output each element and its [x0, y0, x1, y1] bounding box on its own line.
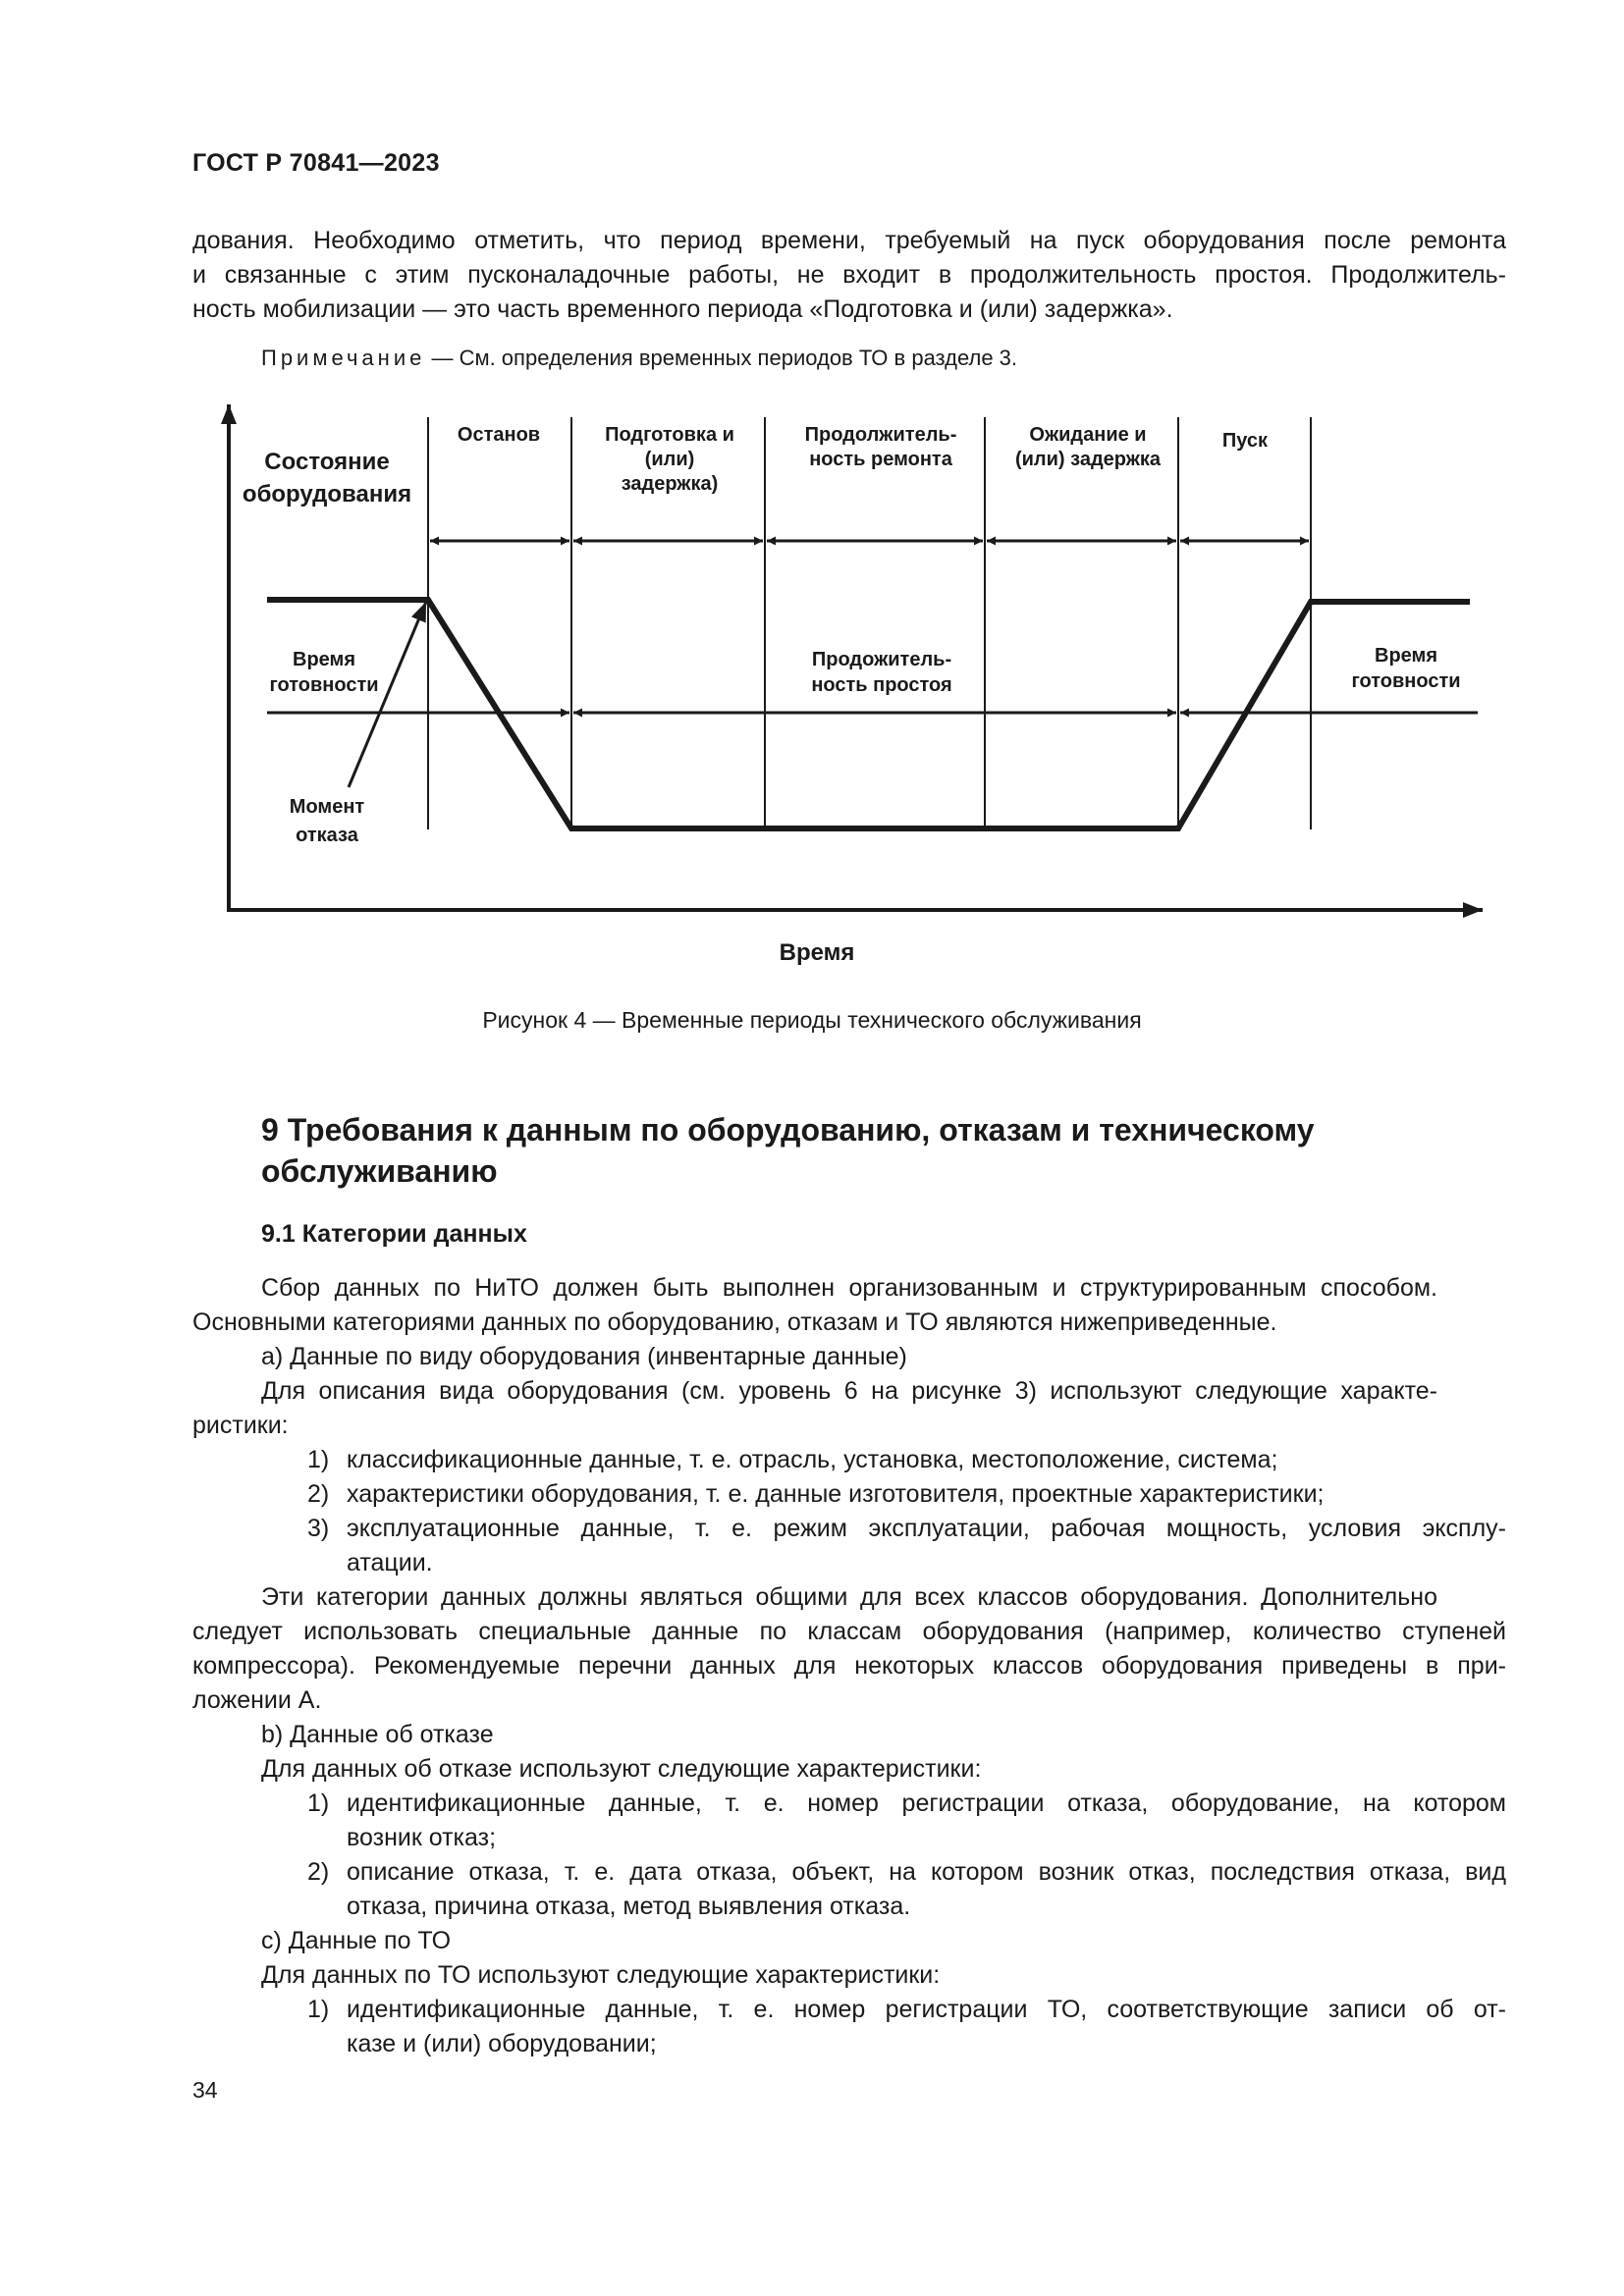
- period-label-startup: Пуск: [1221, 430, 1269, 452]
- list-item-title-text: a) Данные по виду оборудования (инвентарные данные): [261, 1343, 907, 1370]
- note-text: — См. определения временных периодов ТО в разделе 3.: [425, 346, 1018, 370]
- note-label: Примечание: [261, 346, 426, 370]
- period-label-repair: Продолжитель-: [804, 424, 957, 446]
- list-item: [307, 1512, 1506, 1580]
- list-item-title-text: c) Данные по ТО: [261, 1927, 452, 1954]
- period-label-preparation: (или): [644, 449, 695, 470]
- failure-moment-label: Момент: [289, 796, 365, 818]
- ready-time-left-label: готовности: [269, 674, 379, 696]
- list-item-text: характеристики оборудования, т. е. данные изготовителя, проектные характеристики;: [347, 1480, 1325, 1508]
- standard-number: ГОСТ Р 70841—2023: [192, 149, 440, 177]
- ready-time-left-label: Время: [293, 649, 355, 670]
- list-item-text: идентификационные данные, т. е. номер регистрации отказа, оборудование, на котором: [347, 1789, 1506, 1817]
- list-item-number: 1): [307, 1789, 330, 1817]
- paragraph: [192, 1958, 1506, 1993]
- paragraph: [192, 1374, 1506, 1409]
- list-item-number: 2): [307, 1480, 330, 1508]
- figure-caption: Рисунок 4 — Временные периоды технического обслуживания: [482, 1007, 1142, 1033]
- failure-moment-label: отказа: [296, 825, 358, 846]
- x-axis-label: Время: [779, 939, 855, 966]
- list-item-number: 1): [307, 1996, 330, 2023]
- list-item-text: отказа, причина отказа, метод выявления отказа.: [347, 1893, 911, 1920]
- intro-line: и связанные с этим пусконаладочные работы, не входит в продолжительность простоя. Продолжитель-: [192, 261, 1506, 289]
- list-item-number: 3): [307, 1515, 330, 1542]
- list-item: [307, 1993, 1506, 2061]
- ready-time-right-label: Время: [1375, 645, 1437, 667]
- paragraph: [192, 1580, 1506, 1615]
- list-item-text: эксплуатационные данные, т. е. режим эксплуатации, рабочая мощность, условия эксплу-: [347, 1515, 1506, 1542]
- period-label-waiting: Ожидание и: [1029, 424, 1147, 446]
- section-heading: [261, 1109, 1538, 1192]
- list-item-text: возник отказ;: [347, 1824, 497, 1851]
- intro-line: дования. Необходимо отметить, что период времени, требуемый на пуск оборудования после ремонта: [192, 227, 1506, 254]
- list-item-text: классификационные данные, т. е. отрасль, установка, местоположение, система;: [347, 1446, 1278, 1473]
- paragraph: [192, 1752, 1506, 1787]
- list-item-text: идентификационные данные, т. е. номер регистрации ТО, соответствующие записи об от-: [347, 1996, 1506, 2023]
- list-item-text: атации.: [347, 1549, 433, 1576]
- ready-time-right-label: готовности: [1351, 670, 1461, 692]
- list-item: [307, 1443, 1506, 1477]
- list-item: [307, 1477, 1506, 1512]
- paragraph-line: компрессора). Рекомендуемые перечни данных для некоторых классов оборудования приведены в при-: [192, 1652, 1506, 1680]
- period-label-preparation: задержка): [621, 473, 719, 495]
- y-axis-label: оборудования: [242, 481, 412, 507]
- period-label-stop: Останов: [457, 424, 541, 446]
- downtime-label: Продожитель-: [811, 649, 952, 670]
- list-item-title: [192, 1340, 1506, 1374]
- list-item-title: [192, 1718, 1506, 1752]
- y-axis-label: Состояние: [264, 449, 390, 475]
- section-heading-line: 9 Требования к данным по оборудованию, отказам и техническому: [261, 1112, 1315, 1148]
- paragraph-line: Основными категориями данных по оборудованию, отказам и ТО являются нижеприведенные.: [192, 1308, 1277, 1336]
- maintenance-periods-diagram: [0, 0, 1624, 991]
- list-item-text: казе и (или) оборудовании;: [347, 2030, 657, 2057]
- section-heading-line: обслуживанию: [261, 1153, 498, 1189]
- period-label-waiting: (или) задержка: [1014, 449, 1162, 470]
- paragraph-line: ристики:: [192, 1412, 289, 1439]
- paragraph-line: Эти категории данных должны являться общими для всех классов оборудования. Дополнительно: [261, 1583, 1437, 1611]
- intro-line: ность мобилизации — это часть временного периода «Подготовка и (или) задержка».: [192, 295, 1173, 323]
- subsection-heading: 9.1 Категории данных: [261, 1220, 527, 1248]
- paragraph-line: Для данных об отказе используют следующие характеристики:: [261, 1755, 982, 1783]
- list-item-number: 2): [307, 1858, 330, 1886]
- list-item: [307, 1787, 1506, 1855]
- list-item-title: [192, 1924, 1506, 1958]
- list-item-text: описание отказа, т. е. дата отказа, объект, на котором возник отказ, последствия отказа, вид: [347, 1858, 1506, 1886]
- list-item-title-text: b) Данные об отказе: [261, 1721, 494, 1748]
- period-label-preparation: Подготовка и: [605, 424, 734, 446]
- paragraph: [192, 1271, 1506, 1306]
- period-label-repair: ность ремонта: [809, 449, 952, 470]
- downtime-label: ность простоя: [811, 674, 952, 696]
- paragraph-line: Сбор данных по НиТО должен быть выполнен организованным и структурированным способом.: [261, 1274, 1437, 1302]
- page-number: 34: [192, 2077, 218, 2103]
- paragraph-line: Для данных по ТО используют следующие характеристики:: [261, 1961, 941, 1989]
- paragraph-line: Для описания вида оборудования (см. уровень 6 на рисунке 3) используют следующие характе-: [261, 1377, 1437, 1405]
- paragraph-line: ложении А.: [192, 1686, 322, 1714]
- list-item-number: 1): [307, 1446, 330, 1473]
- paragraph-line: следует использовать специальные данные по классам оборудования (например, количество ступеней: [192, 1618, 1506, 1645]
- period-dividers: [428, 417, 1311, 829]
- list-item: [307, 1855, 1506, 1924]
